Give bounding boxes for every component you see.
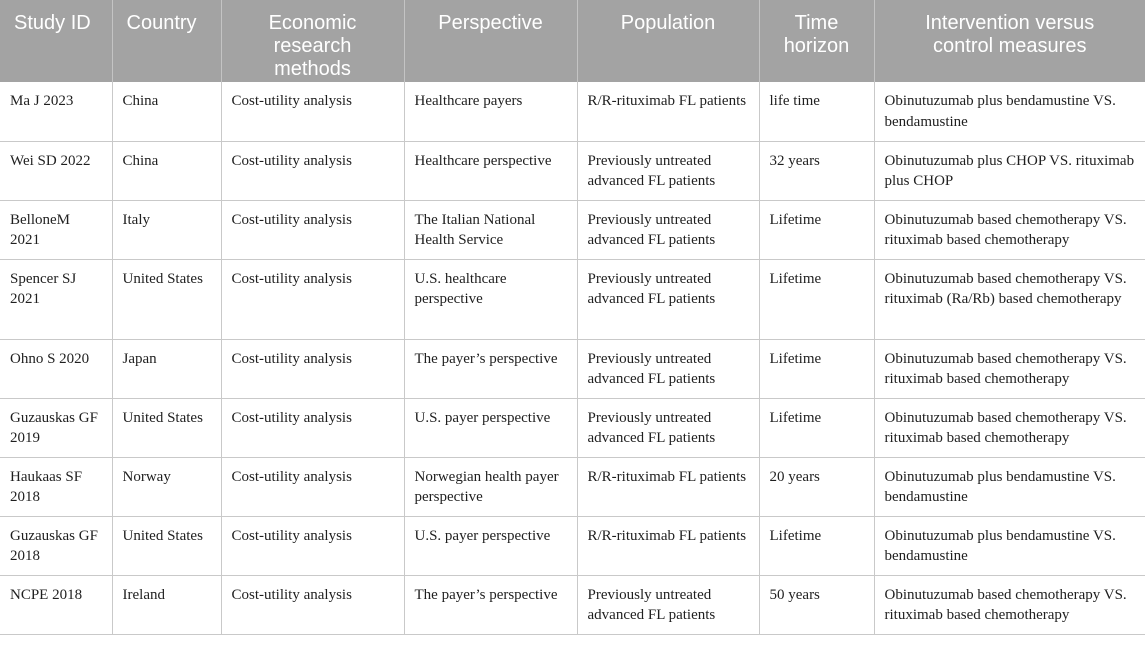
header-row: [0, 0, 1145, 82]
header-economic-research-methods: Economic research methods: [221, 0, 404, 82]
table-row: [0, 259, 1145, 339]
table-row: [0, 575, 1145, 634]
cell-time-horizon: Lifetime: [759, 516, 874, 575]
table-row: [0, 200, 1145, 259]
cell-economic-research-method: Cost-utility analysis: [221, 259, 404, 339]
cell-perspective: The payer’s perspective: [404, 339, 577, 398]
cell-time-horizon: life time: [759, 82, 874, 141]
cell-economic-research-method: Cost-utility analysis: [221, 141, 404, 200]
cell-study-id: BelloneM 2021: [0, 200, 112, 259]
cell-intervention-vs-control: Obinutuzumab plus bendamustine VS. bendamustine: [874, 457, 1145, 516]
cell-country: Italy: [112, 200, 221, 259]
cell-study-id: Haukaas SF 2018: [0, 457, 112, 516]
cell-study-id: Spencer SJ 2021: [0, 259, 112, 339]
table-row: [0, 141, 1145, 200]
cell-economic-research-method: Cost-utility analysis: [221, 339, 404, 398]
cell-intervention-vs-control: Obinutuzumab plus CHOP VS. rituximab plus CHOP: [874, 141, 1145, 200]
cell-perspective: The Italian National Health Service: [404, 200, 577, 259]
cell-intervention-vs-control: Obinutuzumab based chemotherapy VS. rituximab based chemotherapy: [874, 339, 1145, 398]
cell-country: Ireland: [112, 575, 221, 634]
table-row: [0, 516, 1145, 575]
cell-population: Previously untreated advanced FL patients: [577, 575, 759, 634]
cell-economic-research-method: Cost-utility analysis: [221, 457, 404, 516]
cell-intervention-vs-control: Obinutuzumab plus bendamustine VS. bendamustine: [874, 82, 1145, 141]
cell-perspective: The payer’s perspective: [404, 575, 577, 634]
cell-country: United States: [112, 398, 221, 457]
cell-study-id: Ma J 2023: [0, 82, 112, 141]
cell-economic-research-method: Cost-utility analysis: [221, 575, 404, 634]
cell-intervention-vs-control: Obinutuzumab based chemotherapy VS. rituximab based chemotherapy: [874, 575, 1145, 634]
cell-economic-research-method: Cost-utility analysis: [221, 516, 404, 575]
cell-time-horizon: 20 years: [759, 457, 874, 516]
cell-population: Previously untreated advanced FL patients: [577, 398, 759, 457]
cell-intervention-vs-control: Obinutuzumab based chemotherapy VS. rituximab (Ra/Rb) based chemotherapy: [874, 259, 1145, 339]
cell-population: Previously untreated advanced FL patients: [577, 200, 759, 259]
cell-country: United States: [112, 516, 221, 575]
cell-economic-research-method: Cost-utility analysis: [221, 82, 404, 141]
cell-time-horizon: Lifetime: [759, 200, 874, 259]
cell-study-id: Ohno S 2020: [0, 339, 112, 398]
cell-perspective: Norwegian health payer perspective: [404, 457, 577, 516]
cell-population: Previously untreated advanced FL patients: [577, 141, 759, 200]
cell-country: United States: [112, 259, 221, 339]
cell-country: Norway: [112, 457, 221, 516]
cell-population: Previously untreated advanced FL patients: [577, 339, 759, 398]
cell-study-id: Guzauskas GF 2018: [0, 516, 112, 575]
cell-population: R/R-rituximab FL patients: [577, 516, 759, 575]
cell-time-horizon: Lifetime: [759, 259, 874, 339]
cell-study-id: Guzauskas GF 2019: [0, 398, 112, 457]
table-row: [0, 82, 1145, 141]
cell-economic-research-method: Cost-utility analysis: [221, 398, 404, 457]
table-header: [0, 0, 1145, 82]
cell-perspective: Healthcare perspective: [404, 141, 577, 200]
header-country: Country: [112, 0, 221, 82]
cell-population: Previously untreated advanced FL patients: [577, 259, 759, 339]
table-row: [0, 339, 1145, 398]
header-time-horizon: Time horizon: [759, 0, 874, 82]
cell-country: Japan: [112, 339, 221, 398]
header-study-id: Study ID: [0, 0, 112, 82]
cell-study-id: NCPE 2018: [0, 575, 112, 634]
cell-perspective: Healthcare payers: [404, 82, 577, 141]
cell-population: R/R-rituximab FL patients: [577, 457, 759, 516]
table-body: [0, 82, 1145, 634]
cell-perspective: U.S. payer perspective: [404, 398, 577, 457]
cell-time-horizon: Lifetime: [759, 398, 874, 457]
header-population: Population: [577, 0, 759, 82]
cell-intervention-vs-control: Obinutuzumab plus bendamustine VS. bendamustine: [874, 516, 1145, 575]
cell-time-horizon: 50 years: [759, 575, 874, 634]
cell-time-horizon: 32 years: [759, 141, 874, 200]
cell-country: China: [112, 82, 221, 141]
cell-economic-research-method: Cost-utility analysis: [221, 200, 404, 259]
cell-time-horizon: Lifetime: [759, 339, 874, 398]
table-row: [0, 457, 1145, 516]
cell-study-id: Wei SD 2022: [0, 141, 112, 200]
header-intervention-versus-control: Intervention versus control measures: [874, 0, 1145, 82]
table-row: [0, 398, 1145, 457]
cell-country: China: [112, 141, 221, 200]
cell-perspective: U.S. healthcare perspective: [404, 259, 577, 339]
cell-intervention-vs-control: Obinutuzumab based chemotherapy VS. rituximab based chemotherapy: [874, 200, 1145, 259]
cell-population: R/R-rituximab FL patients: [577, 82, 759, 141]
cell-intervention-vs-control: Obinutuzumab based chemotherapy VS. rituximab based chemotherapy: [874, 398, 1145, 457]
cell-perspective: U.S. payer perspective: [404, 516, 577, 575]
header-perspective: Perspective: [404, 0, 577, 82]
